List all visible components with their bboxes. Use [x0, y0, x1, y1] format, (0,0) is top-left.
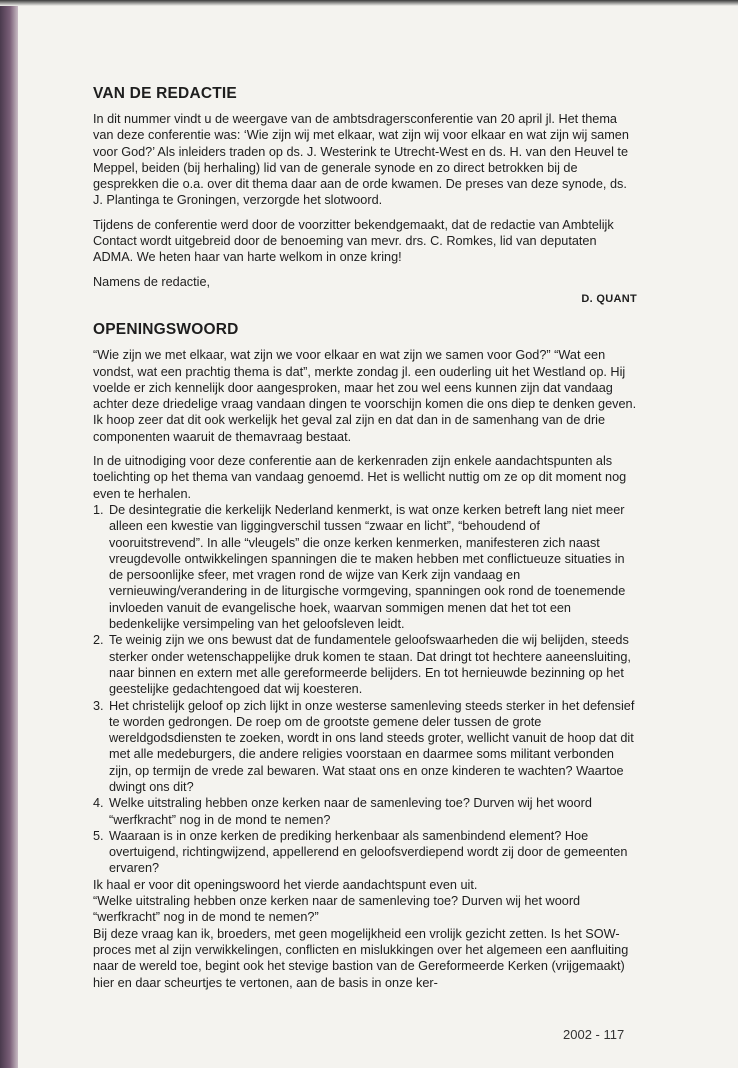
section-van-de-redactie — [93, 84, 637, 307]
section-openingswoord — [93, 320, 637, 991]
list-item: 5. Waaraan is in onze kerken de prediking herkenbaar als samenbindend element? Hoe overtuigend, richtingwijzend, appellerend en geloofsverdiepend wordt zij door de gemeenten ervaren? — [93, 828, 628, 876]
list-item: 3. Het christelijk geloof op zich lijkt in onze westerse samenleving steeds sterker in het defensief te worden gedrongen. De roep om de grootste gemene deler tussen de grote wereldgodsdiensten te zoeken, wordt in ons land steeds groter, wellicht vanuit de hoop dat dit met alle medeburgers, die andere religies voorstaan en daarmee soms militant verbonden zijn, op termijn de vrede zal bewaren. Wat staat ons en onze kinderen te wachten? Waartoe dwingt ons dit? — [93, 698, 635, 794]
openingswoord-line-b: “Welke uitstraling hebben onze kerken naar de samenleving toe? Durven wij het woord “werfkracht” nog in de mond te nemen?” — [93, 894, 581, 925]
openingswoord-line-a: Ik haal er voor dit openingswoord het vierde aandachtspunt even uit. — [93, 877, 478, 892]
page-number: 2002 - 117 — [563, 1027, 625, 1042]
list-item: 1. De desintegratie die kerkelijk Nederland kenmerkt, is wat onze kerken betreft lang niet meer alleen een kwestie van liggingverschil tussen “zwaar en licht”, “behoudend of vooruitstrevend”. In alle “vleugels” die onze kerken kenmerken, manifesteren zich naast vreugdevolle ontwikkelingen spanningen die te maken hebben met conflictueuze situaties in de persoonlijke sfeer, met vragen rond de wijze van Kerk zijn vandaag en vernieuwing/verandering in de liturgische vormgeving, spanningen ook rond de toenemende invloeden vanuit de evangelische hoek, waarvan sommigen menen dat het tot een bedenkelijke versimpeling van het geloofsleven leidt. — [93, 502, 626, 632]
openingswoord-paragraph-2: In de uitnodiging voor deze conferentie aan de kerkenraden zijn enkele aandachtspunten als toelichting op het thema van vandaag genoemd. Het is wellicht nuttig om ze op dit moment nog even te herhalen. — [93, 454, 627, 501]
redactie-paragraph-1: In dit nummer vindt u de weergave van de ambtsdragersconferentie van 20 april jl. Het thema van deze conferentie was: ‘Wie zijn wij met elkaar, wat zijn wij voor elkaar en wat zijn wij samen voor God?’ Als inleiders traden op ds. J. Westerink te Utrecht-West en ds. H. van den Heuvel te Meppel, beiden (bij herhaling) lid van de generale synode en zo direct betrokken bij de gesprekken die o.a. over dit thema daar aan de orde kwamen. De preses van deze synode, ds. J. Plantinga te Groningen, verzorgde het slotwoord. — [93, 112, 629, 208]
section-heading-openingswoord: OPENINGSWOORD — [93, 321, 239, 339]
list-item: 2. Te weinig zijn we ons bewust dat de fundamentele geloofswaarheden die wij belijden, steeds sterker onder wetenschappelijke druk komen te staan. Dat dringt tot hechtere aaneensluiting, naar binnen en extern met alle gereformeerde belijders. En tot hernieuwde bezinning op het geestelijke gedachtengoed dat wij koesteren. — [93, 633, 631, 697]
signature-line: Namens de redactie, — [93, 274, 211, 289]
page-content — [93, 84, 637, 991]
list-item: 4. Welke uitstraling hebben onze kerken naar de samenleving toe? Durven wij het woord “werfkracht” nog in de mond te nemen? — [93, 796, 592, 827]
binding-edge — [0, 0, 18, 1068]
openingswoord-paragraph-3: Bij deze vraag kan ik, broeders, met geen mogelijkheid een vrolijk gezicht zetten. Is het SOW-proces met al zijn verwikkelingen, conflicten en mislukkingen over het algemeen een aanfluiting naar de wereld toe, begint ook het stevige bastion van de Gereformeerde Kerken (vrijgemaakt) hier en daar scheurtjes te vertonen, aan de basis in onze ker- — [93, 926, 629, 990]
signature-name: D. QUANT — [581, 292, 637, 305]
aandachtspunten-list — [93, 502, 637, 877]
openingswoord-paragraph-1: “Wie zijn we met elkaar, wat zijn we voor elkaar en wat zijn we samen voor God?” “Wat een vondst, wat een prachtig thema is dat”, merkte zondag jl. een ouderling uit het Westland op. Hij voelde er zich kennelijk door aangesproken, maar het zou wel eens kunnen zijn dat vandaag achter deze driedelige vraag vandaan dingen te voorschijn komen die ons diep te denken geven. Ik hoop zeer dat dit ook werkelijk het geval zal zijn en dat dan in de samenhang van de drie componenten waaruit de themavraag bestaat. — [93, 348, 637, 444]
top-edge-shadow — [0, 0, 738, 6]
section-heading-redactie: VAN DE REDACTIE — [93, 85, 237, 102]
redactie-paragraph-2: Tijdens de conferentie werd door de voorzitter bekendgemaakt, dat de redactie van Ambtelijk Contact wordt uitgebreid door de benoeming van mevr. drs. C. Romkes, lid van deputaten ADMA. We heten haar van harte welkom in onze kring! — [93, 217, 614, 265]
